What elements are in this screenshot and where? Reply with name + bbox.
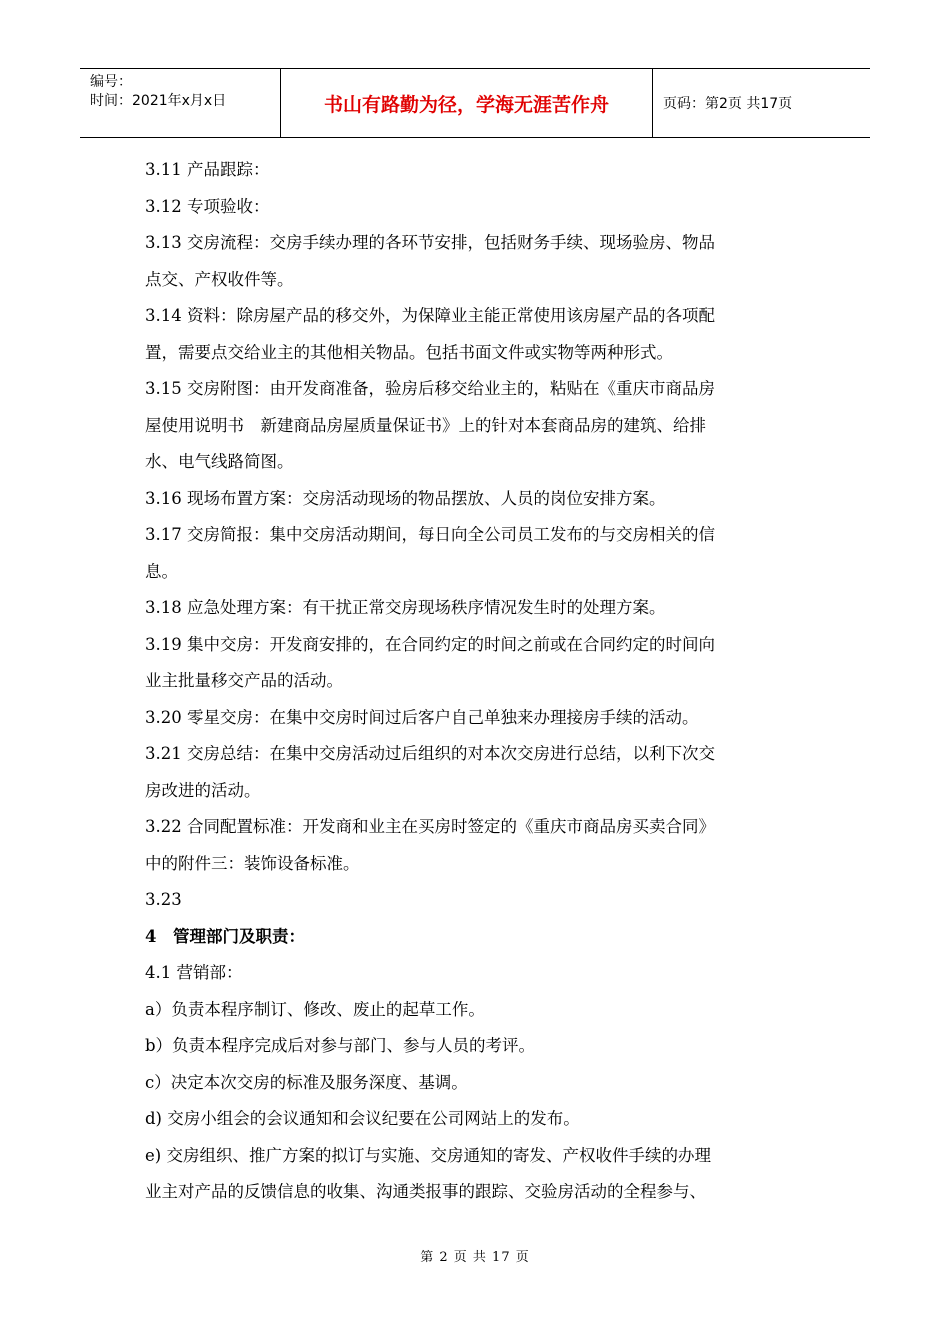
text-line: 置，需要点交给业主的其他相关物品。包括书面文件或实物等两种形式。 [145, 342, 673, 362]
text-line: 水、电气线路简图。 [145, 452, 294, 471]
text-line: 4.1 营销部： [145, 963, 243, 982]
text-line: 业主批量移交产品的活动。 [145, 671, 343, 690]
header-page-code: 页码：第2页 共17页 [663, 96, 793, 112]
text-line: c）决定本次交房的标准及服务深度、基调。 [145, 1072, 468, 1092]
text-line: 点交、产权收件等。 [145, 269, 294, 289]
text-line: 3.14 资料：除房屋产品的移交外，为保障业主能正常使用该房屋产品的各项配 [145, 306, 715, 325]
page-header [80, 68, 870, 138]
text-line: 3.12 专项验收： [145, 196, 270, 216]
text-line: 3.13 交房流程：交房手续办理的各环节安排，包括财务手续、现场验房、物品 [145, 233, 715, 252]
text-line: 3.21 交房总结：在集中交房活动过后组织的对本次交房进行总结，以利下次交 [145, 744, 715, 763]
text-line: d) 交房小组会的会议通知和会议纪要在公司网站上的发布。 [145, 1109, 580, 1128]
page-footer: 第 2 页 共 17 页 [420, 1250, 530, 1265]
header-motto: 书山有路勤为径，学海无涯苦作舟 [281, 69, 653, 137]
document-number: 编号： [90, 74, 132, 90]
document-date: 时间：2021年x月x日 [90, 93, 227, 109]
text-line: 息。 [145, 561, 178, 581]
text-line: 3.19 集中交房：开发商安排的，在合同约定的时间之前或在合同约定的时间向 [145, 634, 715, 654]
text-line: e) 交房组织、推广方案的拟订与实施、交房通知的寄发、产权收件手续的办理 [145, 1145, 711, 1165]
header-info-cell [80, 69, 281, 137]
text-line: 3.16 现场布置方案：交房活动现场的物品摆放、人员的岗位安排方案。 [145, 488, 666, 508]
text-line: 屋使用说明书 新建商品房屋质量保证书》上的针对本套商品房的建筑、给排 [145, 415, 706, 435]
text-line: a）负责本程序制订、修改、废止的起草工作。 [145, 999, 485, 1019]
text-line: 3.23 [145, 890, 182, 909]
text-line: 3.22 合同配置标准：开发商和业主在买房时签定的《重庆市商品房买卖合同》 [145, 817, 715, 836]
text-line: 业主对产品的反馈信息的收集、沟通类报事的跟踪、交验房活动的全程参与、 [145, 1182, 706, 1201]
text-line: 3.11 产品跟踪： [145, 160, 270, 179]
text-line: b）负责本程序完成后对参与部门、参与人员的考评。 [145, 1036, 536, 1055]
text-line: 房改进的活动。 [145, 780, 261, 800]
text-line: 3.18 应急处理方案：有干扰正常交房现场秩序情况发生时的处理方案。 [145, 598, 666, 617]
document-body [145, 152, 810, 1211]
text-line: 3.17 交房简报：集中交房活动期间，每日向全公司员工发布的与交房相关的信 [145, 525, 715, 544]
section-heading: 4 管理部门及职责： [145, 926, 305, 946]
text-line: 3.20 零星交房：在集中交房时间过后客户自己单独来办理接房手续的活动。 [145, 707, 699, 727]
text-line: 中的附件三：装饰设备标准。 [145, 853, 360, 873]
text-line: 3.15 交房附图：由开发商准备，验房后移交给业主的，粘贴在《重庆市商品房 [145, 379, 715, 398]
